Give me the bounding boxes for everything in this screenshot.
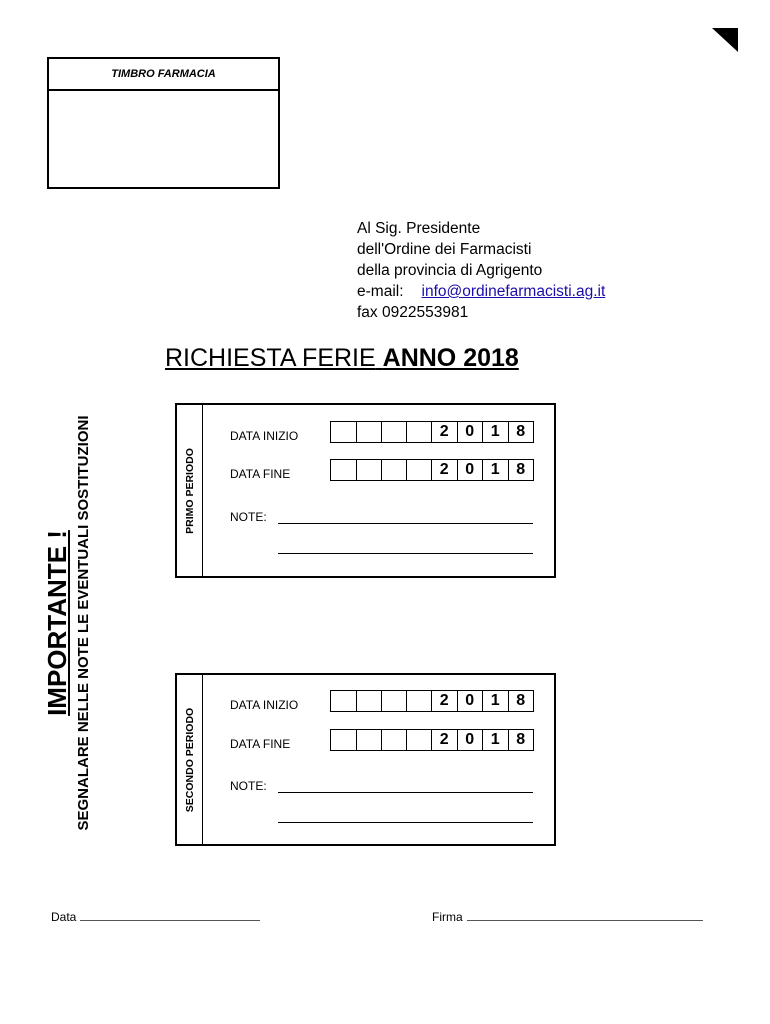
month-digit-1[interactable] [381, 691, 406, 711]
year-digit: 8 [508, 730, 534, 750]
year-digit: 0 [457, 422, 483, 442]
email-label: e-mail: [357, 283, 404, 300]
year-digit: 0 [457, 691, 483, 711]
notes-line-2[interactable] [278, 822, 533, 823]
period-side-label [177, 405, 203, 576]
period-name: SECONDO PERIODO [183, 707, 196, 812]
title-main: RICHIESTA FERIE [165, 344, 376, 372]
date-line[interactable] [80, 919, 260, 921]
day-digit-1[interactable] [331, 730, 356, 750]
period-name: PRIMO PERIODO [183, 447, 196, 534]
year-digit: 8 [508, 422, 534, 442]
year-digit: 2 [431, 422, 457, 442]
year-digit: 1 [482, 691, 508, 711]
day-digit-2[interactable] [356, 730, 381, 750]
page-title [165, 344, 519, 373]
corner-triangle-mark [712, 28, 738, 52]
end-date-label: DATA FINE [230, 737, 291, 751]
end-date-field[interactable] [330, 729, 534, 751]
year-digit: 1 [482, 422, 508, 442]
notes-label: NOTE: [230, 779, 267, 793]
day-digit-1[interactable] [331, 460, 356, 480]
signature-line[interactable] [467, 919, 703, 921]
important-side-note [28, 388, 108, 858]
start-date-label: DATA INIZIO [230, 429, 299, 443]
date-signature-field[interactable] [51, 910, 260, 924]
year-digit: 0 [457, 730, 483, 750]
recipient-address [357, 218, 605, 323]
address-line-1: Al Sig. Presidente [357, 220, 481, 237]
second-period-box [175, 673, 556, 846]
signature-label: Firma [432, 910, 463, 924]
period-side-label [177, 675, 203, 844]
notes-line-1[interactable] [278, 792, 533, 793]
start-date-field[interactable] [330, 421, 534, 443]
year-digit: 1 [482, 730, 508, 750]
address-line-3: della provincia di Agrigento [357, 262, 543, 279]
date-label: Data [51, 910, 77, 924]
year-digit: 2 [431, 691, 457, 711]
pharmacy-stamp-box[interactable] [47, 57, 280, 189]
first-period-box [175, 403, 556, 578]
month-digit-2[interactable] [406, 691, 431, 711]
notes-line-1[interactable] [278, 523, 533, 524]
day-digit-2[interactable] [356, 691, 381, 711]
start-date-label: DATA INIZIO [230, 698, 299, 712]
day-digit-1[interactable] [331, 422, 356, 442]
month-digit-1[interactable] [381, 460, 406, 480]
address-email-row [357, 281, 605, 302]
start-date-field[interactable] [330, 690, 534, 712]
year-digit: 8 [508, 460, 534, 480]
year-digit: 8 [508, 691, 534, 711]
year-digit: 2 [431, 460, 457, 480]
notes-line-2[interactable] [278, 553, 533, 554]
year-digit: 1 [482, 460, 508, 480]
month-digit-2[interactable] [406, 460, 431, 480]
end-date-field[interactable] [330, 459, 534, 481]
important-heading: IMPORTANTE ! [42, 530, 72, 716]
signature-field[interactable] [432, 910, 703, 924]
stamp-box-title: TIMBRO FARMACIA [49, 59, 278, 91]
year-digit: 2 [431, 730, 457, 750]
day-digit-2[interactable] [356, 460, 381, 480]
title-year: ANNO 2018 [382, 344, 519, 372]
day-digit-1[interactable] [331, 691, 356, 711]
notes-label: NOTE: [230, 510, 267, 524]
day-digit-2[interactable] [356, 422, 381, 442]
month-digit-1[interactable] [381, 422, 406, 442]
address-line-2: dell'Ordine dei Farmacisti [357, 241, 532, 258]
month-digit-2[interactable] [406, 422, 431, 442]
email-link[interactable]: info@ordinefarmacisti.ag.it [421, 283, 606, 300]
end-date-label: DATA FINE [230, 467, 291, 481]
important-text: SEGNALARE NELLE NOTE LE EVENTUALI SOSTITUZIONI [75, 415, 92, 831]
year-digit: 0 [457, 460, 483, 480]
month-digit-1[interactable] [381, 730, 406, 750]
address-fax: fax 0922553981 [357, 304, 469, 321]
month-digit-2[interactable] [406, 730, 431, 750]
